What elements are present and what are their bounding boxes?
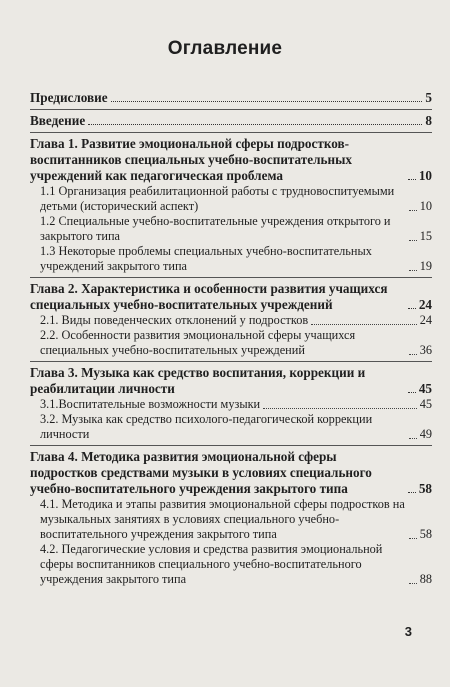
table-of-contents <box>30 90 432 587</box>
toc-entry-page: 10 <box>419 199 432 213</box>
toc-entry-section-2-2[interactable] <box>30 328 432 358</box>
toc-entry-page: 88 <box>419 572 432 586</box>
dot-leader <box>408 308 416 309</box>
toc-entry-section-3-2[interactable] <box>30 412 432 442</box>
dot-leader <box>88 124 422 125</box>
page-title: Оглавление <box>167 38 283 59</box>
toc-entry-title: 1.1 Организация реабилитационной работы с трудновоспитуемыми детьми (исторический аспект) <box>40 184 395 213</box>
toc-entry-page: 5 <box>425 90 432 105</box>
toc-entry-introduction[interactable] <box>30 113 432 129</box>
toc-entry-section-3-1[interactable] <box>30 397 432 412</box>
dot-leader <box>263 408 417 409</box>
dot-leader <box>408 492 416 493</box>
toc-entry-page: 10 <box>418 168 432 183</box>
toc-entry-title: 3.1.Воспитательные возможности музыки <box>40 397 261 411</box>
dot-leader <box>311 324 417 325</box>
toc-entry-page: 58 <box>418 481 432 496</box>
toc-entry-title: Введение <box>30 113 86 128</box>
toc-entry-section-1-1[interactable] <box>30 184 432 214</box>
toc-entry-chapter-3[interactable] <box>30 365 432 397</box>
dot-leader <box>408 179 416 180</box>
toc-entry-title: 4.2. Педагогические условия и средства развития эмоциональной сферы воспитанников специального учебно-воспитательного учреждения закрытого типа <box>40 542 383 586</box>
toc-entry-preface[interactable] <box>30 90 432 106</box>
page-number: 3 <box>404 624 412 639</box>
toc-entry-page: 36 <box>419 343 432 357</box>
toc-entry-title: Предисловие <box>30 90 108 105</box>
dot-leader <box>408 392 416 393</box>
toc-entry-page: 45 <box>418 381 432 396</box>
toc-entry-title: 1.3 Некоторые проблемы специальных учебно-воспитательных учреждений закрытого типа <box>40 244 372 273</box>
toc-entry-title: Глава 3. Музыка как средство воспитания, коррекции и реабилитации личности <box>30 365 366 396</box>
dot-leader <box>409 270 417 271</box>
toc-entry-section-4-1[interactable] <box>30 497 432 542</box>
dot-leader <box>111 101 423 102</box>
divider <box>30 132 432 133</box>
toc-entry-section-2-1[interactable] <box>30 313 432 328</box>
toc-entry-page: 49 <box>419 427 432 441</box>
toc-entry-title: 2.1. Виды поведенческих отклонений у подростков <box>40 313 309 327</box>
toc-entry-page: 24 <box>418 297 432 312</box>
toc-entry-title: 3.2. Музыка как средство психолого-педагогической коррекции личности <box>40 412 373 441</box>
toc-entry-section-1-3[interactable] <box>30 244 432 274</box>
toc-entry-page: 24 <box>419 313 432 327</box>
toc-entry-title: 2.2. Особенности развития эмоциональной сферы учащихся специальных учебно-воспитательных учреждений <box>40 328 356 357</box>
toc-entry-title: 1.2 Специальные учебно-воспитательные учреждения открытого и закрытого типа <box>40 214 391 243</box>
toc-entry-page: 58 <box>419 527 432 541</box>
dot-leader <box>409 240 417 241</box>
toc-entry-title: Глава 2. Характеристика и особенности развития учащихся специальных учебно-воспитательных учреждений <box>30 281 388 312</box>
toc-entry-title: Глава 1. Развитие эмоциональной сферы подростков-воспитанников специальных учебно-воспитательных учреждений как педагогическая проблема <box>30 136 352 183</box>
toc-entry-title: Глава 4. Методика развития эмоциональной сферы подростков средствами музыки в условиях специального учебно-воспитательного учреждения закрытого типа <box>30 449 372 496</box>
toc-entry-page: 8 <box>425 113 432 128</box>
toc-entry-chapter-2[interactable] <box>30 281 432 313</box>
divider <box>30 109 432 110</box>
toc-entry-title: 4.1. Методика и этапы развития эмоциональной сферы подростков на музыкальных занятиях в условиях специального учебно-воспитательного учреждения закрытого типа <box>40 497 405 541</box>
toc-entry-page: 45 <box>419 397 432 411</box>
dot-leader <box>409 438 417 439</box>
toc-entry-section-1-2[interactable] <box>30 214 432 244</box>
divider <box>30 277 432 278</box>
dot-leader <box>409 583 417 584</box>
toc-entry-chapter-1[interactable] <box>30 136 432 184</box>
dot-leader <box>409 538 417 539</box>
dot-leader <box>409 210 417 211</box>
toc-entry-section-4-2[interactable] <box>30 542 432 587</box>
toc-entry-page: 15 <box>419 229 432 243</box>
toc-entry-page: 19 <box>419 259 432 273</box>
divider <box>30 361 432 362</box>
toc-entry-chapter-4[interactable] <box>30 449 432 497</box>
dot-leader <box>409 354 417 355</box>
divider <box>30 445 432 446</box>
